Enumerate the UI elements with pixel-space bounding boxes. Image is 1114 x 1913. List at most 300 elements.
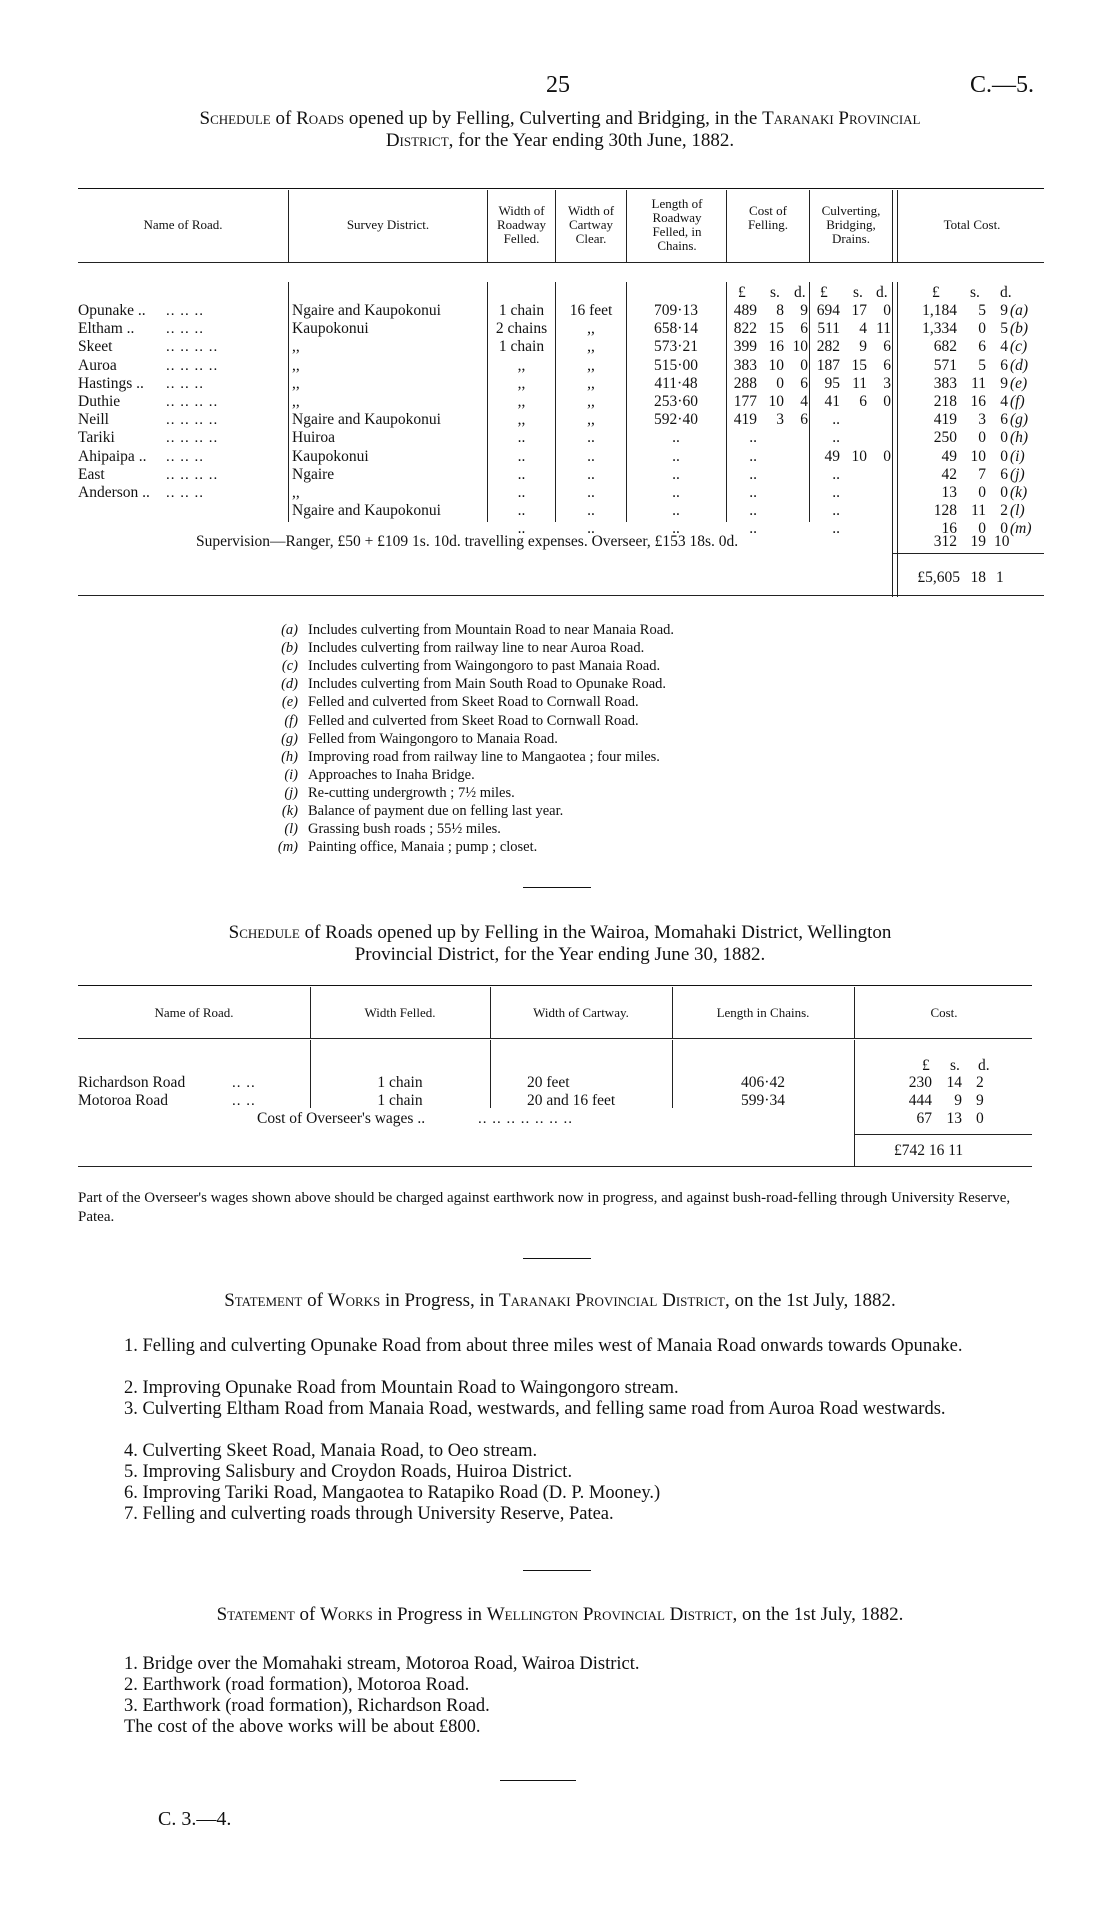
road-name: Duthie: [78, 393, 121, 410]
title-word: , on the 1st July, 1882.: [724, 1290, 896, 1311]
footnote-key: (m): [277, 839, 298, 856]
total-pounds: 250: [933, 429, 957, 447]
culverting-pounds: 694: [816, 302, 840, 319]
footnote-text: Felled and culverted from Skeet Road to Cornwall Road.: [308, 694, 639, 711]
road-name: Eltham ..: [78, 320, 135, 338]
title-word: , for the Year ending 30th June, 1882.: [448, 130, 735, 151]
culverting-pence: 0: [883, 447, 891, 465]
overseer-wages-label: Cost of Overseer's wages ..: [257, 1110, 426, 1127]
length-chains: 599·34: [741, 1092, 785, 1109]
footnote-ref: (g): [1010, 411, 1029, 429]
cost-pence: 2: [976, 1074, 984, 1091]
felling-pounds: 288: [733, 374, 757, 392]
column-divider: [726, 190, 727, 262]
leader-dots: .. .. .. ..: [166, 430, 219, 447]
length-chains: 573·21: [654, 338, 698, 356]
culverting-pounds: ..: [832, 502, 840, 520]
table-rule: [78, 1038, 1032, 1039]
culverting-pounds: 187: [816, 356, 840, 374]
leader-dots: .. .. .. ..: [166, 466, 219, 483]
cost-pounds: 230: [908, 1074, 932, 1091]
felling-shillings: 15: [768, 320, 784, 338]
statement-item: 7. Felling and culverting roads through University Reserve, Patea.: [124, 1504, 614, 1524]
title-word: Wellington Provincial District: [486, 1604, 733, 1625]
statement-item: 6. Improving Tariki Road, Mangaotea to Ratapiko Road (D. P. Mooney.): [124, 1483, 661, 1503]
felling-pence: 4: [800, 393, 808, 410]
roadway-width: ..: [517, 520, 526, 538]
page-number: 25: [546, 72, 570, 98]
length-chains: 411·48: [654, 374, 698, 392]
leader-dots: .. .. .. ..: [166, 357, 219, 374]
felling-pounds: ..: [749, 484, 757, 501]
statement-item: 2. Improving Opunake Road from Mountain Road to Waingongoro stream.: [124, 1378, 679, 1398]
footnote-ref: (a): [1010, 302, 1029, 319]
road-name: Neill: [78, 411, 109, 429]
total-pence: 0: [1000, 429, 1008, 447]
culverting-pounds: ..: [832, 520, 840, 538]
total-pounds: 16: [941, 520, 957, 538]
column-divider: [288, 190, 289, 262]
leader-dots: .. .. ..: [166, 375, 204, 392]
total-pence: 4: [1000, 393, 1008, 410]
footnote-ref: (e): [1010, 374, 1028, 392]
footnote-text: Grassing bush roads ; 55½ miles.: [308, 821, 501, 838]
title-word: in Progress in: [372, 1604, 487, 1625]
roadway-width: ..: [517, 465, 526, 483]
footnote-ref: (h): [1010, 429, 1029, 447]
col-header-total: Total Cost.: [943, 217, 1001, 232]
culverting-pounds: 282: [816, 338, 840, 356]
leader-dots: .. ..: [232, 1093, 256, 1109]
currency-pound: £: [922, 1057, 930, 1074]
footnote-text: Painting office, Manaia ; pump ; closet.: [308, 839, 538, 856]
statement-item: 3. Earthwork (road formation), Richardson Road.: [124, 1696, 490, 1716]
roadway-width: ..: [517, 447, 526, 465]
total-pounds: 383: [933, 374, 957, 392]
title-word: Roads: [296, 108, 345, 129]
schedule1-title-line2: [60, 130, 1060, 152]
footnote-text: Improving road from railway line to Mangaotea ; four miles.: [308, 748, 660, 765]
schedule1-title-line1: [60, 108, 1060, 130]
column-divider: [892, 190, 893, 262]
width-felled: 1 chain: [377, 1074, 423, 1091]
felling-pounds: ..: [749, 502, 757, 520]
footnote-key: (k): [281, 803, 298, 819]
survey-district: ,,: [292, 338, 300, 356]
cost-pounds: 444: [908, 1092, 932, 1109]
total-shillings: 0: [978, 520, 986, 538]
grand-total-pence: 1: [996, 569, 1004, 586]
footnote-key: (d): [281, 676, 298, 693]
total-pounds: 49: [941, 447, 957, 465]
road-name: East: [78, 465, 105, 483]
currency-shilling: s.: [970, 284, 980, 301]
felling-pounds: 177: [733, 393, 757, 410]
length-chains: 658·14: [654, 320, 698, 338]
footnote-ref: (c): [1010, 338, 1028, 356]
table-rule: [78, 985, 1032, 986]
column-divider: [288, 282, 289, 522]
currency-pence: d.: [876, 284, 888, 301]
culverting-pounds: ..: [832, 484, 840, 501]
total-pounds: 419: [933, 411, 957, 429]
cost-shillings: 9: [954, 1092, 962, 1109]
felling-pounds: ..: [749, 429, 757, 447]
felling-shillings: 10: [768, 393, 784, 410]
total-pounds: 42: [941, 465, 957, 483]
currency-shilling: s.: [950, 1057, 960, 1074]
statement-item: 5. Improving Salisbury and Croydon Roads, Huiroa District.: [124, 1462, 573, 1482]
cartway-width: 16 feet: [569, 302, 613, 319]
footnote-text: Felled from Waingongoro to Manaia Road.: [308, 730, 558, 747]
col-header-length: Length in Chains.: [716, 1005, 810, 1020]
title-word: Schedule: [199, 108, 271, 129]
culverting-pounds: 511: [817, 320, 840, 338]
culverting-pounds: 41: [824, 393, 840, 410]
schedule2-title-line1: [60, 922, 1060, 944]
total-pence: 5: [1000, 320, 1008, 338]
roadway-width: ..: [517, 429, 526, 447]
culverting-pence: 0: [883, 393, 891, 410]
culverting-pence: 6: [883, 356, 891, 374]
culverting-pounds: ..: [832, 465, 840, 483]
table-rule: [78, 1166, 1032, 1167]
total-pounds: 571: [933, 356, 957, 374]
title-word: Taranaki Provincial: [762, 108, 921, 129]
grand-total-shillings: 18: [970, 569, 986, 586]
total-pounds: 1,334: [922, 320, 957, 338]
cartway-width: ..: [587, 484, 595, 501]
total-shillings: 10: [970, 447, 986, 465]
footnote-ref: (k): [1010, 484, 1028, 501]
total-shillings: 6: [978, 338, 986, 356]
length-chains: ..: [672, 484, 680, 501]
supervision-total-pounds: 312: [933, 533, 957, 550]
currency-pence: d.: [1000, 284, 1012, 301]
felling-pounds: 399: [733, 338, 757, 356]
supervision-total-shillings: 19: [970, 533, 986, 550]
column-divider: [555, 282, 556, 522]
cartway-width: ,,: [587, 393, 595, 410]
currency-pence: d.: [794, 284, 806, 301]
section-divider: [523, 1258, 591, 1259]
footnote-ref: (b): [1010, 320, 1029, 338]
length-chains: 406·42: [741, 1074, 785, 1091]
footnote-text: Felled and culverted from Skeet Road to Cornwall Road.: [308, 712, 639, 729]
road-name: Motoroa Road: [78, 1092, 168, 1109]
length-chains: 592·40: [654, 411, 698, 429]
col-header-length: Length of Roadway Felled, in Chains.: [651, 196, 703, 253]
footnote-key: (e): [281, 694, 298, 711]
column-divider: [310, 1040, 311, 1108]
section-divider: [500, 1780, 576, 1781]
column-divider: [672, 987, 673, 1038]
overseer-cost-pence: 0: [976, 1110, 984, 1127]
column-divider: [854, 1040, 855, 1166]
footnote-ref: (d): [1010, 356, 1029, 374]
leader-dots: .. .. ..: [166, 448, 204, 465]
roadway-width: 2 chains: [495, 320, 548, 338]
table-rule: [78, 262, 1044, 263]
footnote-text: Includes culverting from railway line to near Auroa Road.: [308, 640, 645, 657]
roadway-width: ,,: [517, 393, 526, 410]
title-word: Schedule: [228, 922, 300, 943]
footnote-text: Re-cutting undergrowth ; 7½ miles.: [308, 784, 515, 801]
col-header-roadway: Width of Roadway Felled.: [496, 203, 547, 246]
felling-pence: 6: [800, 374, 808, 392]
column-divider: [897, 190, 898, 262]
leader-dots: .. .. ..: [166, 321, 204, 338]
length-chains: ..: [672, 520, 680, 538]
column-divider: [555, 190, 556, 262]
col-header-cartway: Width of Cartway.: [533, 1005, 629, 1020]
culverting-shillings: 10: [851, 447, 867, 465]
statement-item: 1. Bridge over the Momahaki stream, Motoroa Road, Wairoa District.: [124, 1654, 640, 1674]
footnote-key: (g): [281, 730, 298, 747]
schedule1-title: [60, 108, 1060, 152]
total-pence: 9: [1000, 302, 1008, 319]
total-pence: 2: [1000, 502, 1008, 520]
printer-reference: C. 3.—4.: [158, 1808, 232, 1830]
length-chains: 515·00: [654, 356, 698, 374]
leader-dots: .. .. .. ..: [166, 412, 219, 429]
total-shillings: 0: [978, 429, 986, 447]
currency-pound: £: [820, 284, 828, 301]
felling-pence: 6: [800, 411, 808, 429]
culverting-shillings: 11: [852, 374, 867, 392]
width-felled: 1 chain: [377, 1092, 423, 1109]
statement-item: 3. Culverting Eltham Road from Manaia Road, westwards, and felling same road from Auroa Road westwards.: [124, 1399, 946, 1419]
section-divider: [523, 1570, 591, 1571]
overseer-cost-pounds: 67: [916, 1110, 932, 1127]
roadway-width: 1 chain: [498, 302, 545, 319]
cost-shillings: 14: [946, 1074, 962, 1091]
title-word: Taranaki Provincial District: [499, 1290, 725, 1311]
culverting-pence: 3: [883, 374, 891, 392]
section-divider: [523, 887, 591, 888]
felling-shillings: 10: [768, 356, 784, 374]
felling-pounds: 489: [733, 302, 757, 319]
footnote-key: (l): [284, 821, 298, 838]
footnote-text: Includes culverting from Mountain Road to near Manaia Road.: [308, 622, 675, 638]
road-name: Hastings ..: [78, 374, 144, 392]
cartway-width: ..: [587, 465, 595, 483]
cartway-width: ..: [587, 502, 595, 520]
column-divider: [490, 1040, 491, 1108]
length-chains: ..: [672, 447, 680, 465]
felling-pence: 6: [800, 320, 808, 338]
felling-pounds: ..: [749, 465, 757, 483]
total-shillings: 11: [971, 502, 986, 520]
felling-pounds: ..: [749, 520, 757, 538]
culverting-shillings: 15: [851, 356, 867, 374]
road-name: Ahipaipa ..: [78, 447, 147, 465]
total-shillings: 11: [971, 374, 986, 392]
footnote-key: (j): [284, 784, 298, 801]
road-name: Anderson ..: [78, 484, 150, 501]
currency-pound: £: [738, 284, 746, 301]
title-word: Works: [327, 1290, 381, 1311]
culverting-pounds: 49: [824, 447, 840, 465]
road-name: Skeet: [78, 338, 113, 356]
cartway-width: 20 feet: [527, 1074, 570, 1091]
column-divider: [626, 190, 627, 262]
title-word: Statement: [224, 1290, 303, 1311]
roadway-width: ,,: [517, 411, 526, 429]
footnote-ref: (m): [1010, 520, 1032, 538]
culverting-pounds: ..: [832, 429, 840, 447]
statement1-title: [60, 1290, 1060, 1312]
length-chains: ..: [672, 465, 680, 483]
length-chains: 253·60: [654, 393, 698, 410]
length-chains: ..: [672, 502, 680, 520]
leader-dots: .. .. .. ..: [166, 339, 219, 356]
roadway-width: 1 chain: [498, 338, 545, 356]
cartway-width: ..: [587, 429, 595, 447]
total-pence: 6: [1000, 411, 1008, 429]
title-word: of Roads opened up by Felling in the Wairoa, Momahaki District, Wellington: [299, 922, 892, 943]
schedule2-title-line2: Provincial District, for the Year ending June 30, 1882.: [354, 944, 766, 965]
leader-dots: .. .. ..: [166, 485, 204, 501]
road-name: Tariki: [78, 429, 115, 447]
col-header-cost: Cost of Felling.: [747, 203, 789, 232]
survey-district: Ngaire and Kaupokonui: [292, 302, 441, 319]
total-shillings: 16: [970, 393, 986, 410]
currency-pound: £: [932, 284, 940, 301]
cost-pence: 9: [976, 1092, 984, 1109]
roadway-width: ,,: [517, 374, 526, 392]
footnote-key: (a): [281, 622, 298, 638]
culverting-pounds: ..: [832, 411, 840, 429]
footnote-text: Includes culverting from Waingongoro to past Manaia Road.: [308, 658, 661, 675]
table-rule: [78, 595, 1044, 596]
felling-shillings: 3: [776, 411, 784, 429]
total-pence: 0: [1000, 520, 1008, 538]
footnote-key: (h): [281, 748, 298, 765]
felling-pence: 9: [800, 302, 808, 319]
table-rule: [78, 188, 1044, 189]
total-shillings: 5: [978, 302, 986, 319]
felling-pounds: 383: [733, 356, 757, 374]
leader-dots: .. .. .. ..: [166, 394, 219, 410]
total-pounds: 128: [933, 502, 957, 520]
column-divider: [626, 282, 627, 522]
culverting-shillings: 6: [859, 393, 867, 410]
cartway-width: ,,: [587, 320, 595, 338]
cartway-width: ,,: [587, 356, 595, 374]
column-divider: [897, 282, 898, 597]
total-pence: 0: [1000, 484, 1008, 501]
survey-district: Kaupokonui: [292, 447, 369, 465]
felling-shillings: 8: [776, 302, 784, 319]
total-shillings: 0: [978, 484, 986, 501]
column-divider: [487, 282, 488, 522]
felling-shillings: 0: [776, 374, 784, 392]
culverting-shillings: 9: [859, 338, 867, 356]
culverting-shillings: 4: [859, 320, 867, 338]
title-word: District: [385, 130, 449, 151]
currency-pence: d.: [978, 1057, 990, 1074]
column-divider: [310, 987, 311, 1038]
footnote-ref: (f): [1010, 393, 1025, 410]
survey-district: ,,: [292, 484, 300, 501]
survey-district: Ngaire and Kaupokonui: [292, 502, 441, 520]
title-word: of: [294, 1604, 321, 1625]
total-pence: 6: [1000, 356, 1008, 374]
cartway-width: ..: [587, 520, 595, 538]
culverting-pence: 6: [883, 338, 891, 356]
footnote-text: Balance of payment due on felling last year.: [308, 803, 564, 819]
title-word: of: [270, 108, 297, 129]
felling-pounds: ..: [749, 447, 757, 465]
schedule2-title: [60, 922, 1060, 966]
survey-district: Kaupokonui: [292, 320, 369, 338]
leader-dots: .. .. .. .. .. .. ..: [478, 1111, 573, 1127]
total-pounds: 218: [933, 393, 957, 410]
total-pence: 6: [1000, 465, 1008, 483]
col-header-cartway: Width of Cartway Clear.: [567, 203, 615, 246]
total-pence: 9: [1000, 374, 1008, 392]
document-reference: C.—5.: [969, 72, 1034, 98]
footnote-key: (c): [281, 658, 298, 675]
footnote-ref: (i): [1010, 447, 1025, 465]
footnote-text: Approaches to Inaha Bridge.: [308, 766, 475, 783]
cartway-width: ..: [587, 447, 595, 465]
schedule2-remark: Part of the Overseer's wages shown above should be charged against earthwork now in progress, and against bush-road-felling through University Reserve, Patea.: [78, 1190, 1011, 1225]
survey-district: Ngaire and Kaupokonui: [292, 411, 441, 429]
length-chains: ..: [672, 429, 680, 447]
felling-pounds: 822: [733, 320, 757, 338]
column-divider: [854, 987, 855, 1038]
culverting-pence: 0: [883, 302, 891, 319]
title-word: Works: [320, 1604, 373, 1625]
total-pence: 4: [1000, 338, 1008, 356]
felling-pence: 0: [800, 356, 808, 374]
footnote-key: (b): [281, 640, 298, 657]
column-divider: [809, 190, 810, 262]
col-header-district: Survey District.: [346, 217, 430, 232]
felling-pounds: 419: [733, 411, 757, 429]
title-word: of: [302, 1290, 328, 1311]
roadway-width: ,,: [517, 356, 526, 374]
schedule2-total: £742 16 11: [894, 1142, 964, 1159]
grand-total-pounds: £5,605: [917, 569, 960, 586]
roadway-width: ..: [517, 484, 526, 501]
cartway-width: ,,: [587, 411, 595, 429]
length-chains: 709·13: [654, 302, 698, 319]
supervision-total-pence: 10: [994, 533, 1010, 550]
total-pence: 0: [1000, 447, 1008, 465]
survey-district: ,,: [292, 356, 300, 374]
survey-district: ,,: [292, 374, 300, 392]
leader-dots: .. .. ..: [166, 303, 204, 319]
currency-shilling: s.: [770, 284, 780, 301]
col-header-culverting: Culverting, Bridging, Drains.: [821, 203, 881, 246]
footnote-key: (i): [284, 766, 298, 783]
total-pounds: 1,184: [922, 302, 957, 319]
supervision-line: Supervision—Ranger, £50 + £109 1s. 10d. travelling expenses. Overseer, £153 18s. 0d.: [196, 533, 739, 550]
table-rule: [892, 553, 1044, 554]
footnote-ref: (l): [1010, 502, 1025, 520]
total-shillings: 5: [978, 356, 986, 374]
title-word: , on the 1st July, 1882.: [732, 1604, 904, 1625]
column-divider: [892, 282, 893, 597]
currency-shilling: s.: [853, 284, 863, 301]
culverting-pounds: 95: [824, 374, 840, 392]
total-pounds: 682: [933, 338, 957, 356]
col-header-name: Name of Road.: [154, 1005, 234, 1020]
road-name: Auroa: [78, 356, 117, 374]
